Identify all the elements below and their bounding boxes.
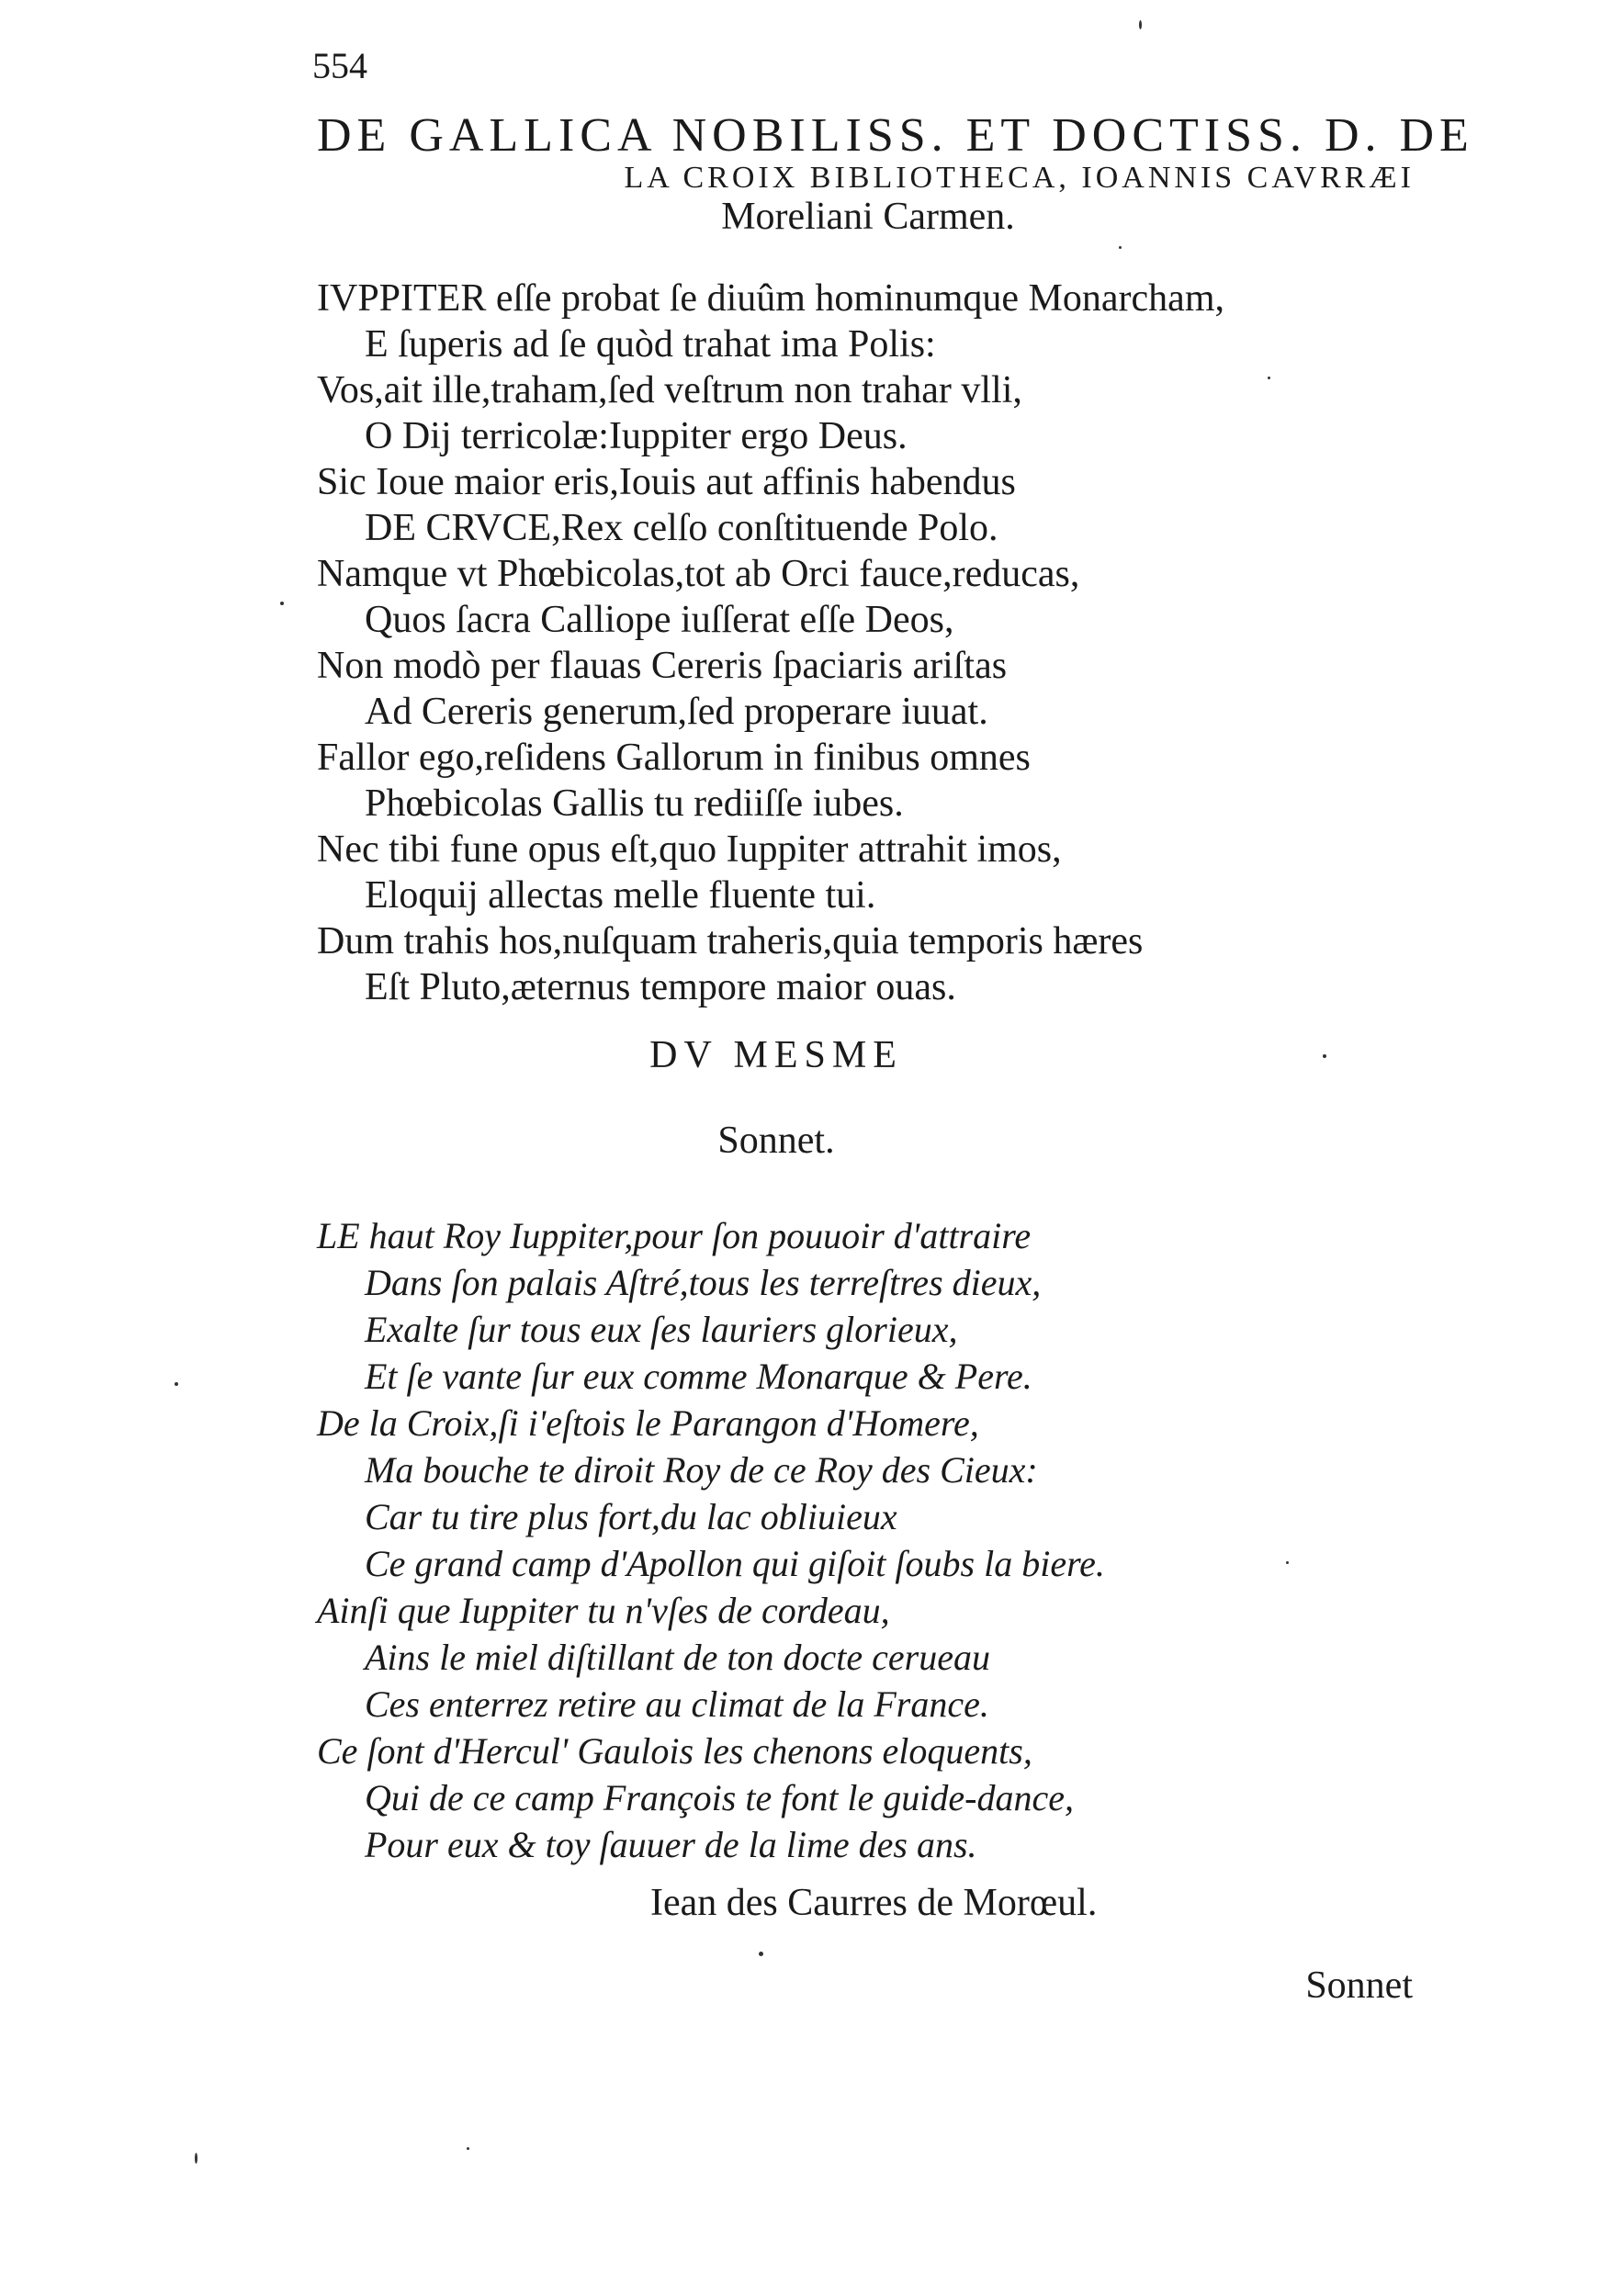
- poem-line: De la Croix,ſi i'eſtois le Parangon d'Homere,: [317, 1402, 979, 1444]
- poem-line: Ce ſont d'Hercul' Gaulois les chenons eloquents,: [317, 1730, 1032, 1772]
- poem-line: Non modò per flauas Cereris ſpaciaris ariſtas: [317, 645, 1008, 687]
- title-line-1: DE GALLICA NOBILISS. ET DOCTISS. D. DE: [317, 109, 1474, 162]
- poem-line: Eloquij allectas melle fluente tui.: [365, 874, 876, 917]
- poem-line: Eſt Pluto,æternus tempore maior ouas.: [365, 966, 956, 1008]
- poem-line: Ad Cereris generum,ſed properare iuuat.: [365, 691, 988, 733]
- poem-line: Nec tibi fune opus eſt,quo Iuppiter attrahit imos,: [317, 828, 1062, 871]
- latin-poem: [317, 276, 1224, 1010]
- poem-line: E ſuperis ad ſe quòd trahat ima Polis:: [365, 323, 936, 366]
- poem-line: IVPPITER eſſe probat ſe diuûm hominumque Monarcham,: [317, 277, 1224, 320]
- poem-line: Et ſe vante ſur eux comme Monarque & Pere.: [365, 1356, 1032, 1397]
- poem-line: Pour eux & toy ſauuer de la lime des ans.: [365, 1824, 977, 1865]
- poem-line: Ma bouche te diroit Roy de ce Roy des Cieux:: [365, 1449, 1038, 1491]
- french-sonnet: [317, 1212, 1105, 1868]
- author-signature: Iean des Caurres de Morœul.: [650, 1882, 1098, 1924]
- poem-line: Phœbicolas Gallis tu rediiſſe iubes.: [365, 782, 904, 825]
- catchword: Sonnet: [1305, 1964, 1413, 2007]
- poem-line: DE CRVCE,Rex celſo conſtituende Polo.: [365, 507, 998, 549]
- page-number: 554: [312, 45, 367, 86]
- poem-line: Dans ſon palais Aſtré,tous les terreſtres dieux,: [365, 1262, 1042, 1303]
- ink-speck: [195, 2153, 197, 2164]
- poem-line: Dum trahis hos,nuſquam traheris,quia temporis hæres: [317, 920, 1144, 962]
- ink-speck: [759, 1952, 763, 1956]
- poem-line: Vos,ait ille,traham,ſed veſtrum non trahar vlli,: [317, 369, 1022, 411]
- ink-speck: [467, 2147, 469, 2150]
- section-heading: DV MESME: [649, 1034, 903, 1076]
- poem-line: Ainſi que Iuppiter tu n'vſes de cordeau,: [317, 1590, 890, 1631]
- ink-speck: [1286, 1561, 1289, 1564]
- title-line-3: Moreliani Carmen.: [721, 196, 1015, 238]
- poem-line: Exalte ſur tous eux ſes lauriers glorieux,: [365, 1309, 958, 1350]
- poem-line: LE haut Roy Iuppiter,pour ſon pouuoir d'attraire: [317, 1215, 1032, 1256]
- poem-line: Ces enterrez retire au climat de la France.: [365, 1683, 989, 1725]
- poem-line: Fallor ego,reſidens Gallorum in finibus omnes: [317, 737, 1031, 779]
- ink-speck: [1268, 377, 1270, 379]
- poem-line: Car tu tire plus fort,du lac obliuieux: [365, 1496, 897, 1537]
- poem-line: O Dij terricolæ:Iuppiter ergo Deus.: [365, 415, 908, 457]
- poem-line: Ains le miel diſtillant de ton docte cerueau: [365, 1637, 990, 1678]
- poem-line: Ce grand camp d'Apollon qui giſoit ſoubs la biere.: [365, 1543, 1105, 1584]
- sonnet-title: Sonnet.: [717, 1120, 835, 1162]
- title-line-2: LA CROIX BIBLIOTHECA, IOANNIS CAVRRÆI: [624, 161, 1415, 195]
- poem-line: Qui de ce camp François te font le guide-dance,: [365, 1777, 1074, 1818]
- ink-speck: [1119, 246, 1122, 249]
- ink-speck: [1323, 1054, 1326, 1058]
- poem-line: Namque vt Phœbicolas,tot ab Orci fauce,reducas,: [317, 553, 1080, 595]
- ink-speck: [175, 1382, 178, 1386]
- ink-speck: [1139, 20, 1142, 29]
- ink-speck: [280, 602, 284, 605]
- poem-line: Sic Ioue maior eris,Iouis aut affinis habendus: [317, 461, 1016, 503]
- poem-line: Quos ſacra Calliope iuſſerat eſſe Deos,: [365, 599, 954, 641]
